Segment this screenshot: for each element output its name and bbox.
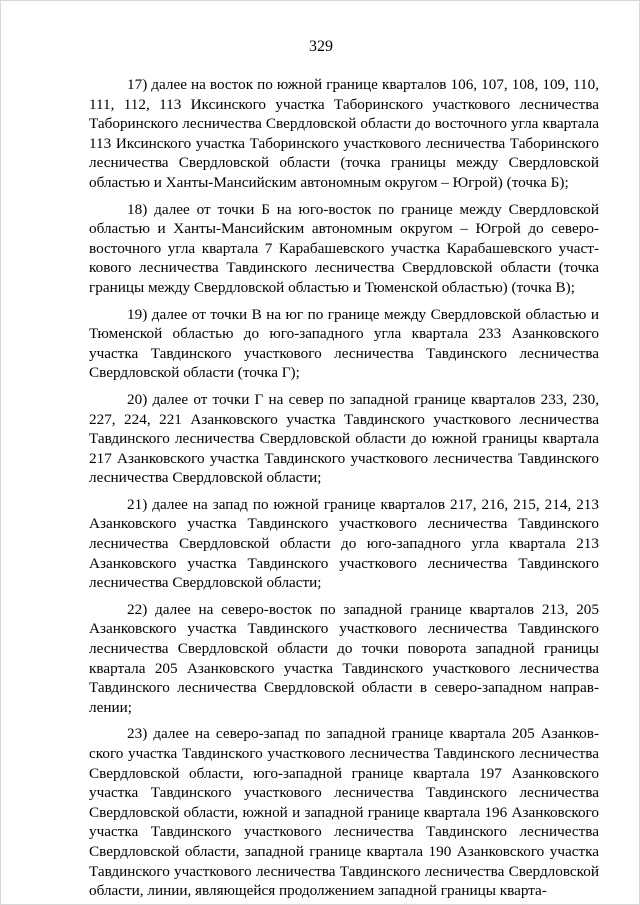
paragraph-22: 22) далее на северо-восток по западной границе кварталов 213, 205 Азанковского участка Тавдинского участкового лесничества Тавдинского лесничества Свердловской области до точки поворота западной границы квартала 205 Азанковского участка Тавдинского участкового лесничества Тавдинского лесничества Свердловской области в северо-западном направлении; <box>89 600 599 716</box>
document-body <box>89 75 599 901</box>
paragraph-21: 21) далее на запад по южной границе кварталов 217, 216, 215, 214, 213 Азанковского участка Тавдинского участкового лесничества Тавдинского лесничества Свердловской области до юго-западного угла квартала 213 Азанковского участка Тавдинского участкового лесничества Тавдинского лесничества Свердловской области; <box>89 495 599 592</box>
page-number: 329 <box>309 38 333 55</box>
paragraph-18: 18) далее от точки Б на юго-восток по границе между Свердловской областью и Ханты-Мансийским автономным округом – Югрой до северо-восточного угла квартала 7 Карабашевского участка Карабашевского участкового лесничества Тавдинского лесничества Свердловской области (точка границы между Свердловской областью и Тюменской областью) (точка В); <box>89 200 599 296</box>
paragraph-17: 17) далее на восток по южной границе кварталов 106, 107, 108, 109, 110, 111, 112, 113 Иксинского участка Таборинского участкового лесничества Таборинского лесничества Свердловской области до восточного угла квартала 113 Иксинского участка Таборинского участкового лесничества Таборинского лесничества Свердловской области (точка границы между Свердловской областью и Ханты-Мансийским автономным округом – Югрой) (точка Б); <box>89 76 599 191</box>
paragraph-19: 19) далее от точки В на юг по границе между Свердловской областью и Тюменской областью до юго-западного угла квартала 233 Азанковского участка Тавдинского участкового лесничества Тавдинского лесничества Свердловской области (точка Г); <box>89 305 599 382</box>
paragraph-20: 20) далее от точки Г на север по западной границе кварталов 233, 230, 227, 224, 221 Азанковского участка Тавдинского участкового лесничества Тавдинского лесничества Свердловской области до южной границы квартала 217 Азанковского участка Тавдинского участкового лесничества Тавдинского лесничества Свердловской области; <box>89 390 599 487</box>
paragraph-23: 23) далее на северо-запад по западной границе квартала 205 Азанковского участка Тавдинского участкового лесничества Тавдинского лесничества Свердловской области, юго-западной границе квартала 197 Азанковского участка Тавдинского участкового лесничества Тавдинского лесничества Свердловской области, южной и западной границе квартала 196 Азанковского участка Тавдинского участкового лесничества Тавдинского лесничества Свердловской области, западной границе квартала 190 Азанковского участка Тавдинского участкового лесничества Тавдинского лесничества Свердловской области, линии, являющейся продолжением западной границы кварта- <box>89 725 599 900</box>
